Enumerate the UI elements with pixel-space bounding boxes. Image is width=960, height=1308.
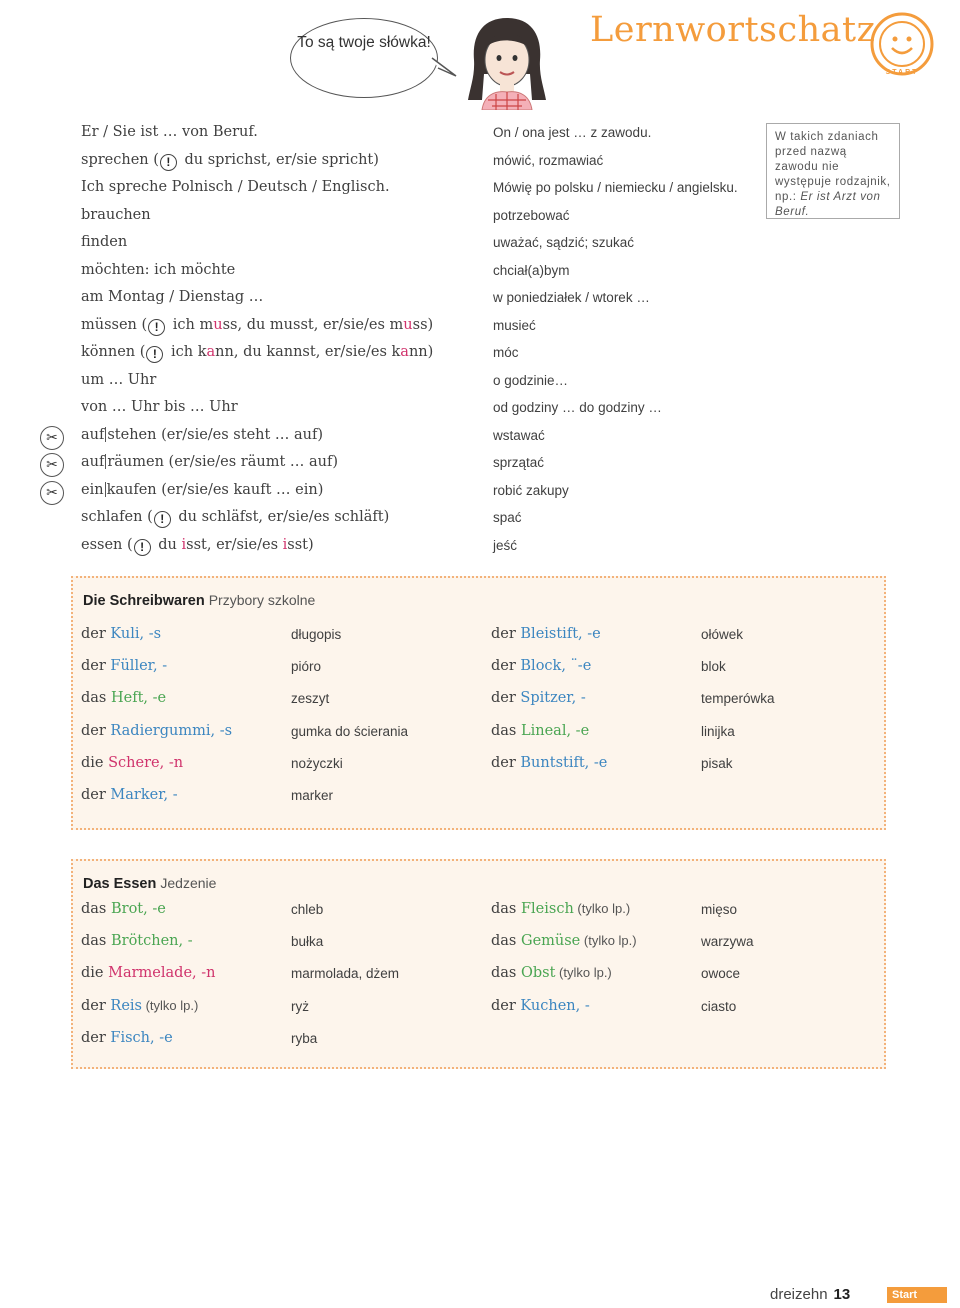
noun: Schere [108, 754, 160, 771]
article: das [491, 965, 521, 982]
noun-translation: linijka [701, 723, 735, 739]
separable-divider [105, 454, 106, 469]
plural: (tylko lp.) [580, 933, 637, 949]
vowel-change: u [403, 316, 413, 333]
noun: Gemüse [520, 933, 581, 950]
noun-translation: warzywa [701, 934, 754, 950]
plural: , - [178, 933, 193, 950]
article: der [491, 997, 521, 1014]
article: der [81, 626, 111, 642]
vocab-noun [81, 787, 178, 803]
warning-icon: ! [160, 154, 177, 171]
scissors-icon: ✂ [40, 481, 64, 505]
noun: Brötchen [110, 933, 179, 950]
vocab-noun [81, 933, 193, 949]
vocab-de: auf räumen (er/sie/es räumt … auf) [81, 454, 338, 470]
noun: Fisch [110, 1029, 151, 1046]
vocab-noun [81, 626, 161, 642]
vowel-change: i [282, 536, 288, 553]
vocab-pl: spać [493, 510, 522, 525]
vocab-pl: sprzątać [493, 455, 545, 470]
article: das [491, 722, 521, 739]
scissors-icon: ✂ [40, 426, 64, 450]
noun: Buntstift [520, 754, 585, 771]
article: der [491, 754, 521, 771]
vocab-noun [81, 901, 166, 917]
noun: Brot [110, 901, 144, 917]
page-word: dreizehn [770, 1286, 828, 1303]
plural: (tylko lp.) [555, 965, 612, 981]
speech-bubble-tail [430, 54, 460, 84]
vocab-noun [491, 933, 637, 949]
vowel-change: a [206, 344, 216, 360]
noun-translation: temperówka [701, 691, 775, 707]
vocab-noun [491, 658, 591, 674]
vocab-pl: mówić, rozmawiać [493, 152, 604, 168]
essen-heading: Das Essen [83, 876, 157, 892]
vocab-noun [491, 723, 589, 739]
plural: , -e [143, 690, 167, 707]
noun-translation: zeszyt [291, 691, 330, 707]
noun-translation: pisak [701, 755, 733, 771]
speech-bubble-text: To są twoje słówka! [297, 34, 431, 51]
vocab-noun [81, 1030, 173, 1046]
vocab-noun [491, 755, 607, 771]
schreibwaren-subtitle: Przybory szkolne [208, 592, 316, 608]
article: der [81, 1029, 111, 1046]
noun-translation: owoce [701, 966, 741, 982]
essen-title [83, 875, 216, 892]
plural: , -s [210, 722, 233, 739]
vocab-pl: wstawać [493, 427, 545, 443]
schreibwaren-title [83, 592, 315, 609]
grammar-note-example: Er ist Arzt von Beruf. [775, 191, 881, 218]
scissors-icon: ✂ [40, 453, 64, 477]
article: das [81, 690, 111, 707]
vocab-noun [491, 998, 590, 1014]
vocab-noun [81, 998, 198, 1014]
vocab-de: brauchen [81, 206, 151, 223]
noun-translation: ryba [291, 1030, 318, 1046]
essen-box [71, 859, 886, 1069]
start-smiley-logo [866, 8, 938, 80]
vowel-change: a [400, 344, 409, 360]
article: der [491, 626, 521, 642]
logo-text: START [885, 69, 919, 76]
vocab-de: müssen ( ! ich muss, du musst, er/sie/es muss) [81, 316, 434, 334]
article: der [491, 690, 521, 707]
plural: , -e [150, 1029, 173, 1046]
article: der [81, 787, 111, 803]
vocab-de: können ( ! ich kann, du kannst, er/sie/es kann) [81, 344, 434, 361]
vocab-de: finden [81, 234, 128, 250]
page-number [770, 1286, 850, 1303]
plural: , -e [143, 901, 166, 917]
vocab-de: ein kaufen (er/sie/es kauft … ein) [81, 481, 324, 498]
noun: Radiergummi [110, 722, 211, 739]
article: das [491, 933, 521, 950]
vocab-pl: potrzebować [493, 207, 570, 223]
article: das [491, 901, 521, 917]
plural: , -s [139, 626, 162, 642]
plural: , -n [159, 754, 184, 771]
article: das [81, 901, 111, 917]
noun-translation: nożyczki [291, 755, 343, 771]
article: das [81, 933, 111, 950]
article: der [81, 997, 111, 1014]
vocab-noun [491, 901, 630, 917]
noun: Marker [110, 787, 164, 803]
vowel-change: i [181, 536, 187, 553]
plural: , - [153, 658, 168, 675]
separable-divider [105, 427, 106, 442]
warning-icon: ! [146, 346, 163, 363]
article: die [81, 965, 109, 982]
schreibwaren-heading: Die Schreibwaren [83, 593, 205, 609]
start-tag: Start [887, 1287, 947, 1303]
vocab-noun [491, 626, 601, 642]
separable-divider [105, 482, 106, 497]
page-title: Lernwortschatz [590, 10, 876, 50]
plural: , -n [192, 965, 216, 982]
vocab-noun [81, 755, 183, 771]
noun: Obst [520, 965, 556, 982]
vocab-pl: robić zakupy [493, 482, 569, 498]
vocab-pl: jeść [493, 537, 518, 553]
vocab-de: um … Uhr [81, 371, 157, 388]
grammar-note-text: W takich zdaniach przed nazwą zawodu nie występuje rodzajnik, np.: [775, 131, 891, 203]
vocab-de: Er / Sie ist … von Beruf. [81, 124, 258, 140]
noun-translation: pióro [291, 659, 322, 675]
noun-translation: ołówek [701, 627, 744, 642]
vocab-noun [491, 965, 612, 981]
noun: Lineal [520, 722, 567, 739]
article: die [81, 754, 109, 771]
vocab-de: auf stehen (er/sie/es steht … auf) [81, 426, 324, 443]
noun: Marmelade [108, 965, 193, 982]
vowel-change: u [213, 316, 223, 333]
plural: (tylko lp.) [141, 997, 199, 1013]
noun: Kuli [110, 626, 140, 642]
noun: Bleistift [520, 626, 579, 642]
vocab-de: möchten: ich möchte [81, 261, 236, 278]
noun: Kuchen [520, 997, 576, 1014]
vocab-pl: od godziny … do godziny … [493, 400, 662, 415]
vocab-de: schlafen ( ! du schläfst, er/sie/es schläft) [81, 509, 390, 526]
noun-translation: marker [291, 788, 334, 803]
vocab-noun [491, 690, 586, 706]
vocab-de: von … Uhr bis … Uhr [81, 399, 238, 415]
vocab-pl: On / ona jest … z zawodu. [493, 125, 652, 140]
grammar-note [766, 123, 900, 219]
vocab-noun [81, 690, 166, 706]
vocab-pl: o godzinie… [493, 372, 569, 388]
vocab-de: Ich spreche Polnisch / Deutsch / Englisch. [81, 179, 390, 195]
vocab-pl: uważać, sądzić; szukać [493, 235, 635, 250]
vocab-de: sprechen ( ! du sprichst, er/sie spricht) [81, 151, 379, 169]
plural: , - [163, 787, 178, 803]
noun: Heft [110, 690, 144, 707]
vocab-pl: chciał(a)bym [493, 262, 570, 278]
article: der [491, 658, 521, 675]
noun-translation: chleb [291, 902, 324, 917]
plural: , ¨-e [561, 658, 592, 675]
vocab-noun [81, 965, 216, 981]
plural: , -e [566, 722, 590, 739]
warning-icon: ! [134, 539, 151, 556]
vocab-pl: Mówię po polsku / niemiecku / angielsku. [493, 180, 738, 195]
plural: (tylko lp.) [573, 901, 631, 916]
plural: , -e [578, 626, 601, 642]
noun: Block [520, 658, 562, 675]
article: der [81, 658, 111, 675]
noun-translation: ciasto [701, 998, 737, 1014]
noun-translation: gumka do ścierania [291, 723, 409, 739]
speech-bubble [290, 18, 438, 98]
vocab-pl: w poniedziałek / wtorek … [493, 290, 650, 305]
girl-illustration [462, 14, 552, 110]
essen-subtitle: Jedzenie [160, 875, 217, 891]
plural: , - [571, 690, 586, 707]
schreibwaren-box [71, 576, 886, 830]
noun-translation: mięso [701, 902, 738, 917]
vocab-de: essen ( ! du isst, er/sie/es isst) [81, 536, 314, 554]
noun-translation: bułka [291, 934, 324, 950]
vocab-noun [81, 658, 167, 674]
noun-translation: ryż [291, 998, 309, 1014]
warning-icon: ! [148, 319, 165, 336]
vocab-pl: móc [493, 345, 519, 360]
noun-translation: długopis [291, 627, 342, 642]
article: der [81, 722, 111, 739]
warning-icon: ! [154, 511, 171, 528]
vocab-pl: musieć [493, 317, 536, 333]
plural: , -e [584, 754, 608, 771]
noun: Spitzer [520, 690, 572, 707]
plural: , - [575, 997, 590, 1014]
vocab-noun [81, 723, 232, 739]
noun-translation: blok [701, 659, 726, 675]
page-num: 13 [833, 1286, 851, 1303]
noun: Füller [110, 658, 153, 675]
vocab-de: am Montag / Dienstag … [81, 289, 264, 305]
noun: Reis [110, 997, 142, 1014]
noun: Fleisch [520, 901, 574, 917]
noun-translation: marmolada, dżem [291, 966, 400, 982]
